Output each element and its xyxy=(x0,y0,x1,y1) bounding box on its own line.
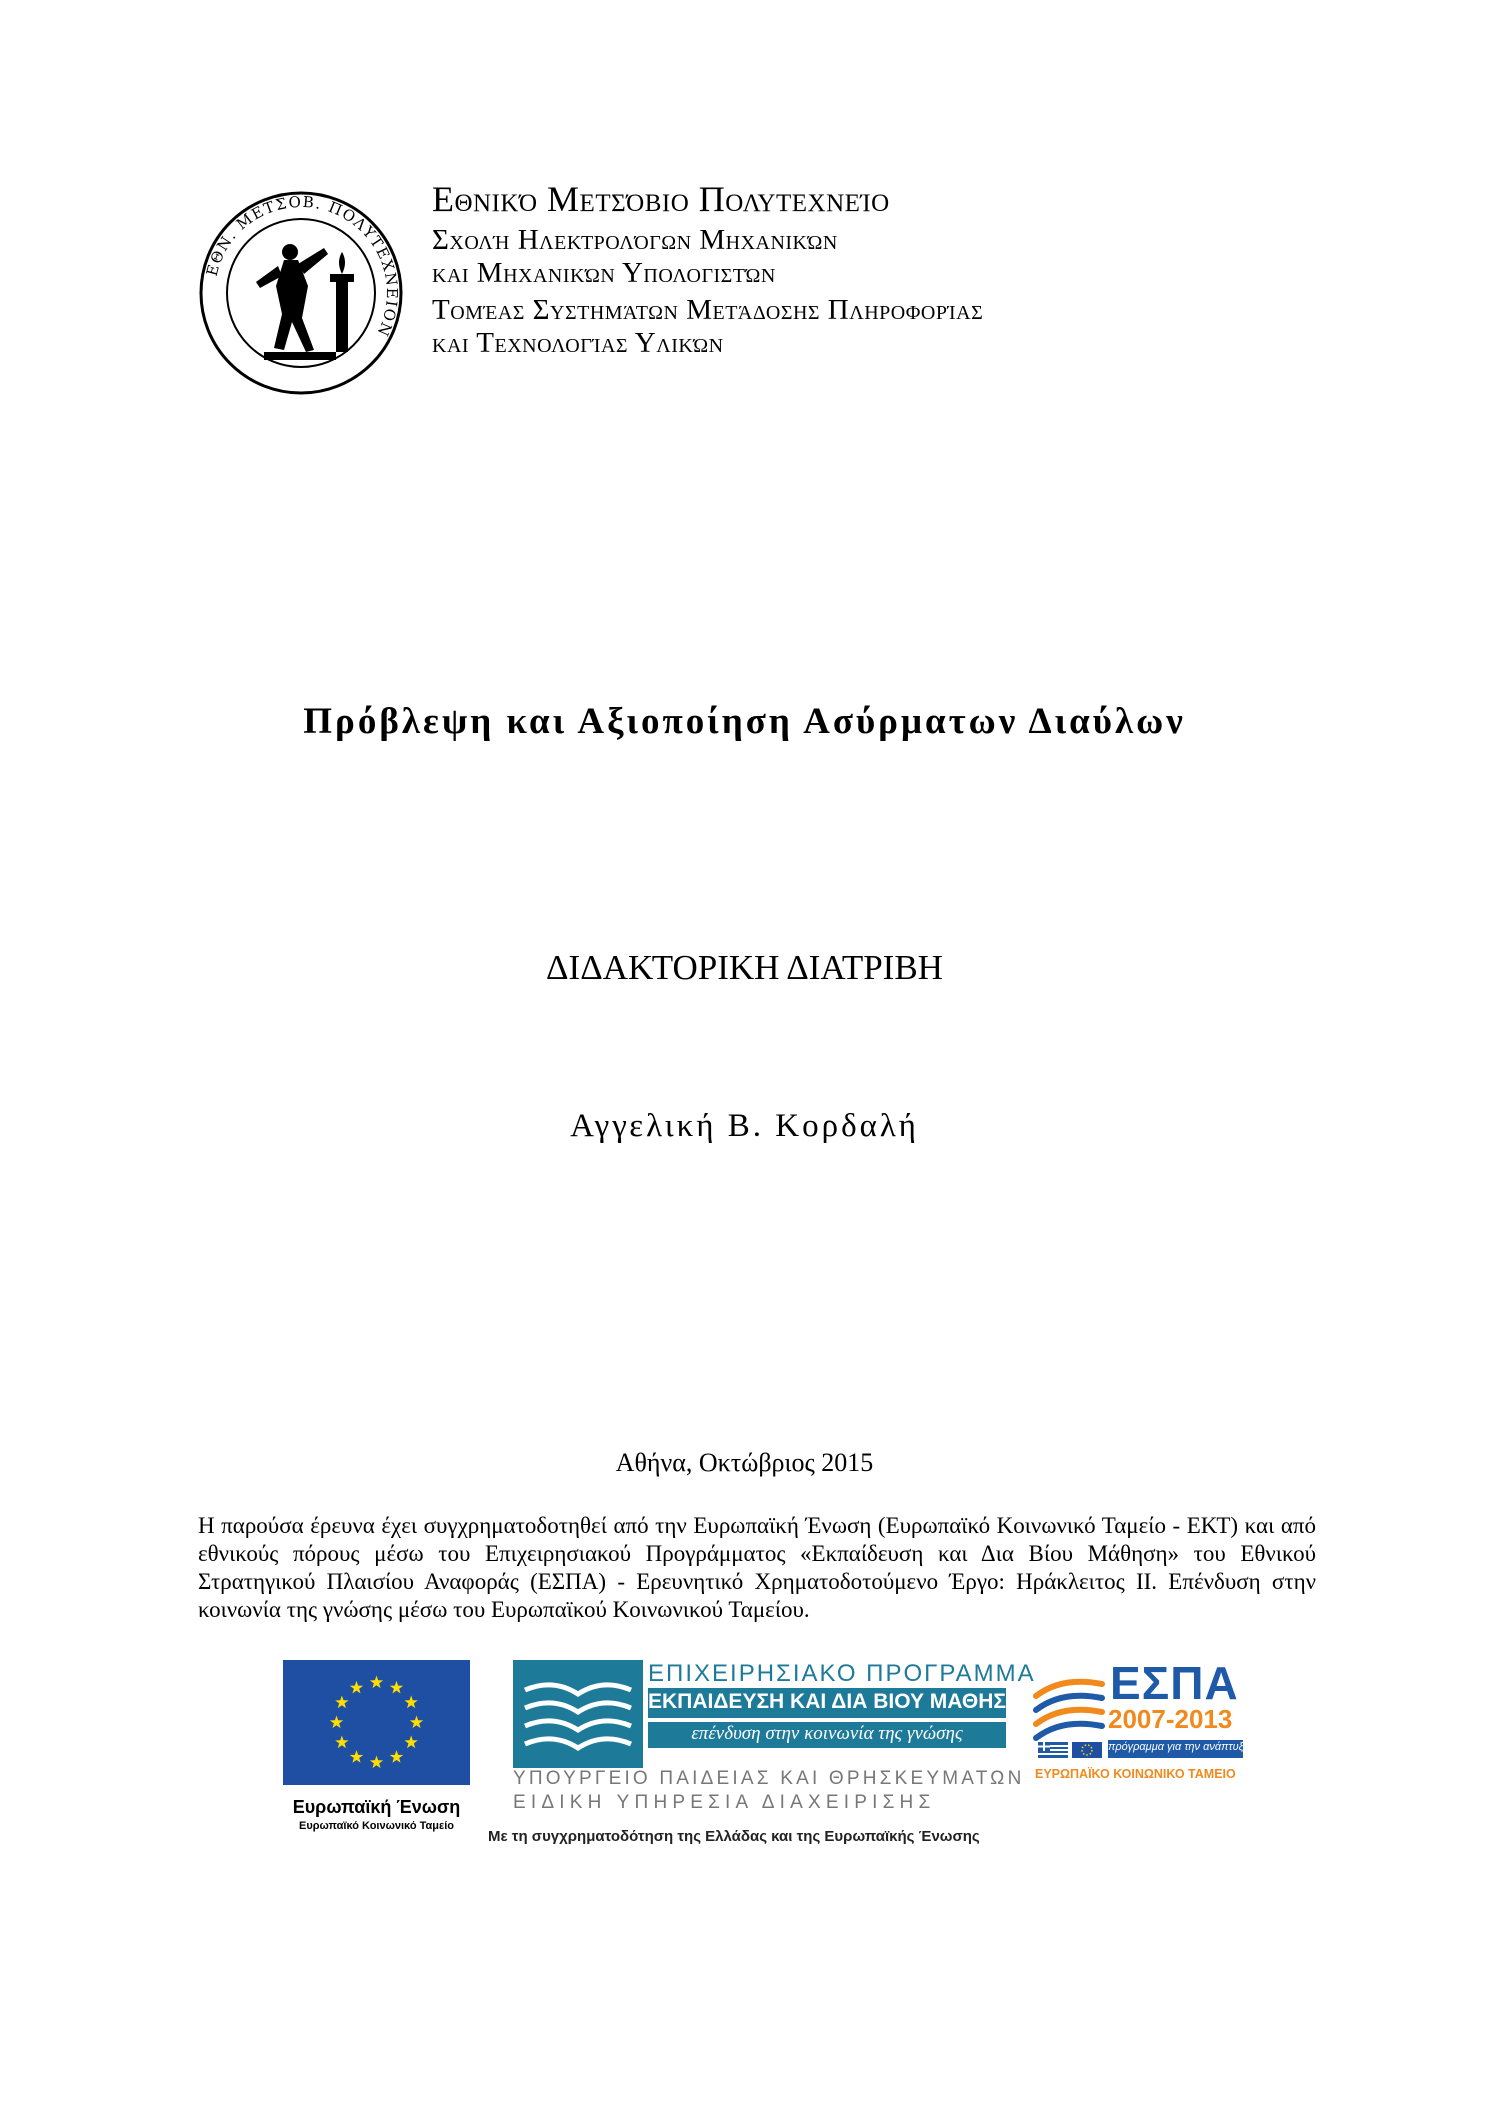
author-name: Αγγελική Β. Κορδαλή xyxy=(570,1108,919,1144)
espa-tagline: πρόγραμμα για την ανάπτυξη xyxy=(1108,1741,1250,1753)
op-programme-label: ΕΠΙΧΕΙΡΗΣΙΑΚΟ ΠΡΟΓΡΑΜΜΑ xyxy=(648,1660,1036,1687)
op-programme-title: ΕΚΠΑΙΔΕΥΣΗ ΚΑΙ ΔΙΑ ΒΙΟΥ ΜΑΘΗΣΗ xyxy=(648,1690,1022,1713)
eu-logo-caption xyxy=(283,1797,470,1832)
eu-caption-title: Ευρωπαϊκή Ένωση xyxy=(292,1797,461,1817)
university-seal-logo xyxy=(198,190,404,396)
university-name: Εθνικό Μετσόβιο Πολυτεχνείο xyxy=(432,179,890,219)
op-slogan: επένδυση στην κοινωνία της γνώσης xyxy=(691,1723,963,1744)
cofunding-note: Με τη συγχρηματοδότηση της Ελλάδας και της Ευρωπαϊκής Ένωσης xyxy=(488,1828,980,1845)
espa-wordmark: ΕΣΠΑ xyxy=(1110,1657,1239,1709)
eu-flag-logo xyxy=(283,1660,470,1785)
espa-years: 2007-2013 xyxy=(1108,1704,1233,1734)
funding-statement: Η παρούσα έρευνα έχει συγχρηματοδοτηθεί από την Ευρωπαϊκή Ένωση (Ευρωπαϊκό Κοινωνικό Ταμείο - ΕΚΤ) και από εθνικούς πόρους μέσω του Επιχειρησιακού Προγράμματος «Εκπαίδευση και Δια Βίου Μάθηση» του Εθνικού Στρατηγικού Πλαισίου Αναφοράς (ΕΣΠΑ) - Ερευνητικό Χρηματοδοτούμενο Έργο: Ηράκλειτος ΙΙ. Επένδυση στην κοινωνία της γνώσης μέσω του Ευρωπαϊκού Κοινωνικού Ταμείου. xyxy=(198,1513,1316,1622)
sector-name-line2: και Τεχνολογίας Υλικών xyxy=(432,327,724,359)
thesis-title: Πρόβλεψη και Αξιοποίηση Ασύρματων Διαύλων xyxy=(303,701,1186,742)
sector-name-line1: Τομέας Συστημάτων Μετάδοσης Πληροφορίας xyxy=(432,294,984,326)
management-authority: ΕΙΔΙΚΗ ΥΠΗΡΕΣΙΑ ΔΙΑΧΕΙΡΙΣΗΣ xyxy=(513,1792,936,1813)
school-name-line1: Σχολή Ηλεκτρολόγων Μηχανικών xyxy=(432,224,838,256)
place-date: Αθήνα, Οκτώβριος 2015 xyxy=(615,1448,874,1477)
espa-fund-name: ΕΥΡΩΠΑΪΚΟ ΚΟΙΝΩΝΙΚΟ ΤΑΜΕΙΟ xyxy=(1035,1767,1236,1781)
ministry-name: ΥΠΟΥΡΓΕΙΟ ΠΑΙΔΕΙΑΣ ΚΑΙ ΘΡΗΣΚΕΥΜΑΤΩΝ xyxy=(513,1768,1025,1789)
school-name-line2: και Μηχανικών Υπολογιστών xyxy=(432,257,776,289)
eu-caption-subtitle: Ευρωπαϊκό Κοινωνικό Ταμείο xyxy=(299,1820,454,1832)
document-type: ΔΙΔΑΚΤΟΡΙΚΗ ΔΙΑΤΡΙΒΗ xyxy=(546,948,943,987)
institution-header xyxy=(432,178,983,360)
seal-text: ΕΘΝ. ΜΕΤΣΟΒ. ΠΟΛΥΤΕΧΝΕΙΟΝ xyxy=(202,192,402,341)
open-book-icon xyxy=(513,1660,643,1768)
